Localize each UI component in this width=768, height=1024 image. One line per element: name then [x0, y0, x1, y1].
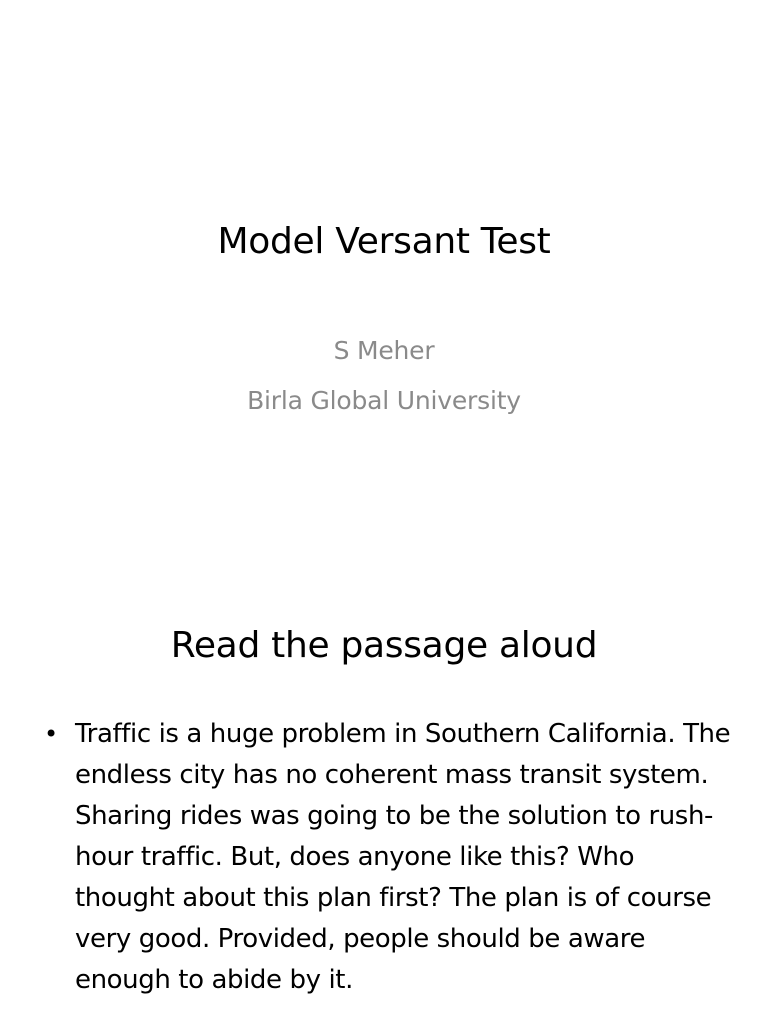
bullet-item: [40, 714, 740, 1001]
slide-title: Model Versant Test: [217, 221, 551, 262]
slide-subtitle-author: S Meher: [333, 336, 435, 365]
bullet-text: Traffic is a huge problem in Southern California. The endless city has no coherent mass transit system. Sharing rides was going to be the solution to rush-hour traffic. But, does anyone like this? Who thought about this plan first? The plan is of course very good. Provided, people should be aware enough to abide by it.: [75, 719, 731, 995]
bullet-list: [40, 714, 740, 1001]
content-slide: [0, 576, 768, 1024]
slide-title: Read the passage aloud: [170, 625, 598, 666]
bullet-icon: •: [44, 720, 58, 748]
slide-subtitle-university: Birla Global University: [247, 386, 521, 415]
